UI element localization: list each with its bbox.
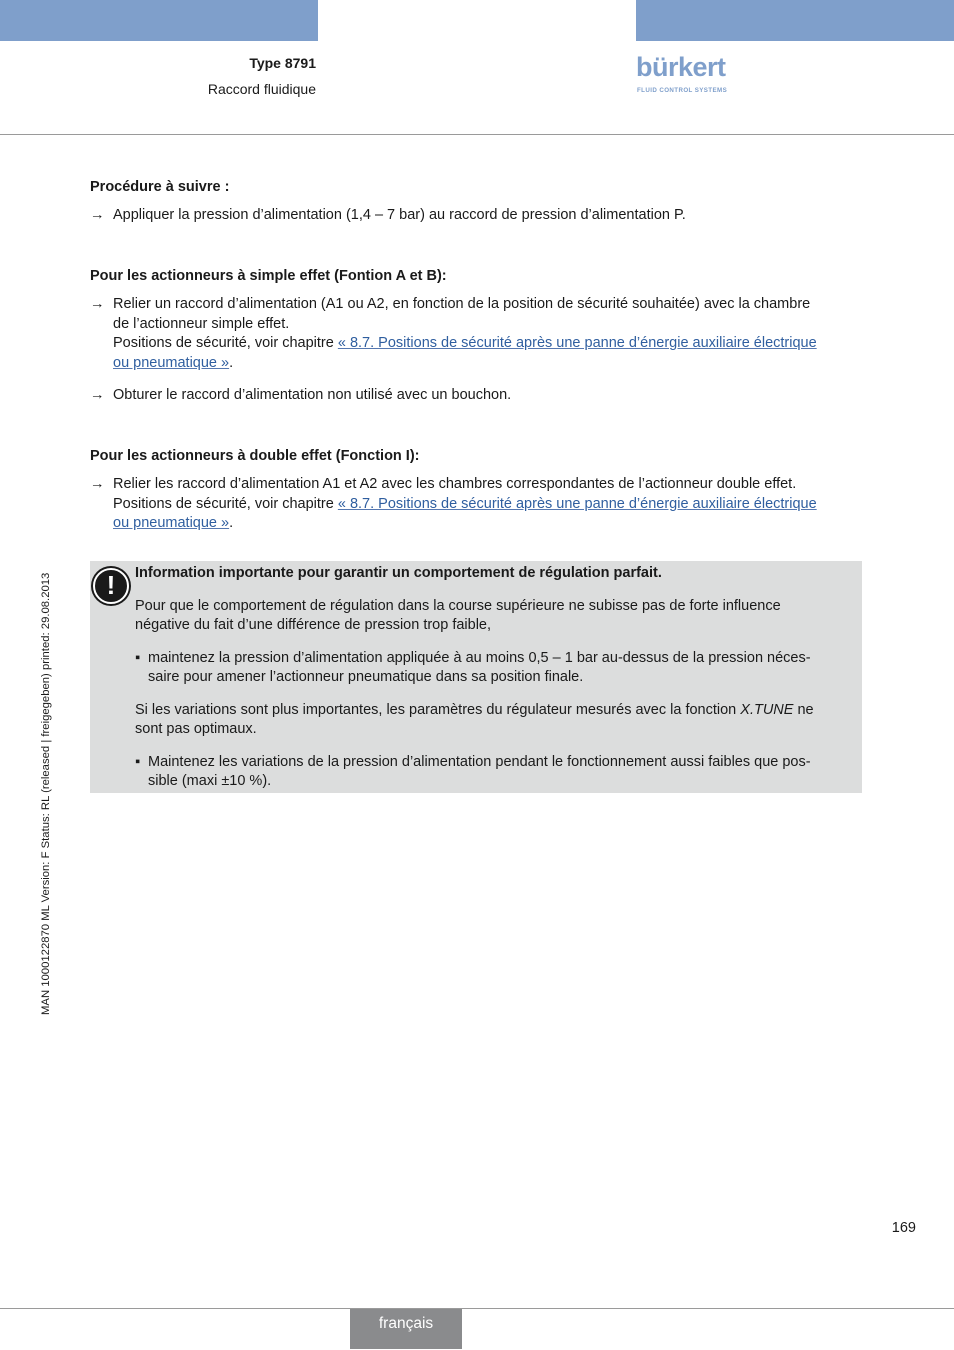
step-text-line: Relier les raccord d’alimentation A1 et A2 avec les chambres correspondantes de l’actionneur double effet. xyxy=(113,476,797,492)
reference-prefix: Positions de sécurité, voir chapitre xyxy=(113,495,338,512)
footer-divider xyxy=(0,1308,954,1309)
step-text: Obturer le raccord d’alimentation non utilisé avec un bouchon. xyxy=(113,387,512,403)
language-tab: français xyxy=(350,1309,462,1349)
chapter-8-7-link-cont[interactable]: ou pneumatique » xyxy=(113,354,230,371)
chapter-reference-cont xyxy=(113,514,862,534)
note-line: saire pour amener l’actionneur pneumatique dans sa position finale. xyxy=(148,669,584,685)
step-text: Appliquer la pression d’alimentation (1,4 – 7 bar) au raccord de pression d’alimentation P. xyxy=(113,207,686,223)
chapter-8-7-link[interactable]: « 8.7. Positions de sécurité après une panne d’énergie auxiliaire électrique xyxy=(337,335,817,351)
note-line: Si les variations sont plus importantes, les paramètres du régulateur mesurés avec la fonction xyxy=(135,701,741,718)
logo-tagline: FLUID CONTROL SYSTEMS xyxy=(637,87,728,94)
exclamation-icon xyxy=(91,566,131,606)
header-band-left xyxy=(0,0,318,41)
chapter-title: Raccord fluidique xyxy=(207,81,316,97)
chapter-8-7-link[interactable]: « 8.7. Positions de sécurité après une panne d’énergie auxiliaire électrique xyxy=(337,495,817,512)
logo-wordmark: bürkert xyxy=(636,52,726,82)
note-bullet xyxy=(135,753,851,792)
arrow-icon: → xyxy=(90,207,105,223)
note-line: maintenez la pression d’alimentation appliquée à au moins 0,5 – 1 bar au-dessus de la pression néces- xyxy=(148,649,811,666)
arrow-icon: → xyxy=(90,387,105,403)
note-line: Pour que le comportement de régulation dans la course supérieure ne subisse pas de forte influence xyxy=(135,597,781,614)
procedure-heading: Procédure à suivre : xyxy=(90,179,230,195)
function-name: X.TUNE xyxy=(740,701,794,718)
burkert-logo xyxy=(636,52,736,96)
exclamation-mark: ! xyxy=(106,570,116,600)
procedure-step xyxy=(90,206,862,226)
arrow-icon: → xyxy=(90,296,105,312)
arrow-icon: → xyxy=(90,476,105,492)
document-type: Type 8791 xyxy=(249,55,316,71)
note-line: négative du fait d’une différence de pression trop faible, xyxy=(135,617,492,633)
note-bullet xyxy=(135,649,851,688)
note-line: sible (maxi ±10 %). xyxy=(148,773,272,789)
note-paragraph xyxy=(135,701,851,740)
page-number: 169 xyxy=(891,1220,916,1236)
note-line: ne xyxy=(793,701,814,718)
bullet-icon: ▪ xyxy=(135,753,141,770)
step-text-line: Relier un raccord d’alimentation (A1 ou A2, en fonction de la position de sécurité souhaitée) avec la chambre xyxy=(113,296,811,312)
reference-suffix: . xyxy=(229,354,234,371)
header-band-right xyxy=(636,0,954,41)
important-note-box xyxy=(90,561,862,793)
single-acting-heading: Pour les actionneurs à simple effet (Fontion A et B): xyxy=(90,268,447,284)
double-acting-heading: Pour les actionneurs à double effet (Fonction I): xyxy=(90,448,420,464)
reference-suffix: . xyxy=(229,515,234,531)
step-text-line: de l’actionneur simple effet. xyxy=(113,315,290,332)
note-body xyxy=(135,564,851,792)
note-title: Information importante pour garantir un comportement de régulation parfait. xyxy=(135,565,662,581)
header-divider xyxy=(0,134,954,135)
chapter-reference xyxy=(113,495,862,515)
reference-prefix: Positions de sécurité, voir chapitre xyxy=(113,335,338,351)
document-status-sidebar: MAN 1000122870 ML Version: F Status: RL (released | freigegeben) printed: 29.08.2013 xyxy=(40,572,52,1015)
note-line: Maintenez les variations de la pression d’alimentation pendant le fonctionnement aussi faibles que pos- xyxy=(148,753,811,770)
chapter-8-7-link-cont[interactable]: ou pneumatique » xyxy=(113,515,230,531)
double-acting-step-1 xyxy=(90,475,862,534)
chapter-reference-cont xyxy=(113,354,862,374)
note-line: sont pas optimaux. xyxy=(135,721,257,737)
note-paragraph xyxy=(135,597,851,636)
bullet-icon: ▪ xyxy=(135,649,141,666)
single-acting-step-2 xyxy=(90,386,862,406)
single-acting-step-1 xyxy=(90,295,862,373)
chapter-reference xyxy=(113,334,862,354)
